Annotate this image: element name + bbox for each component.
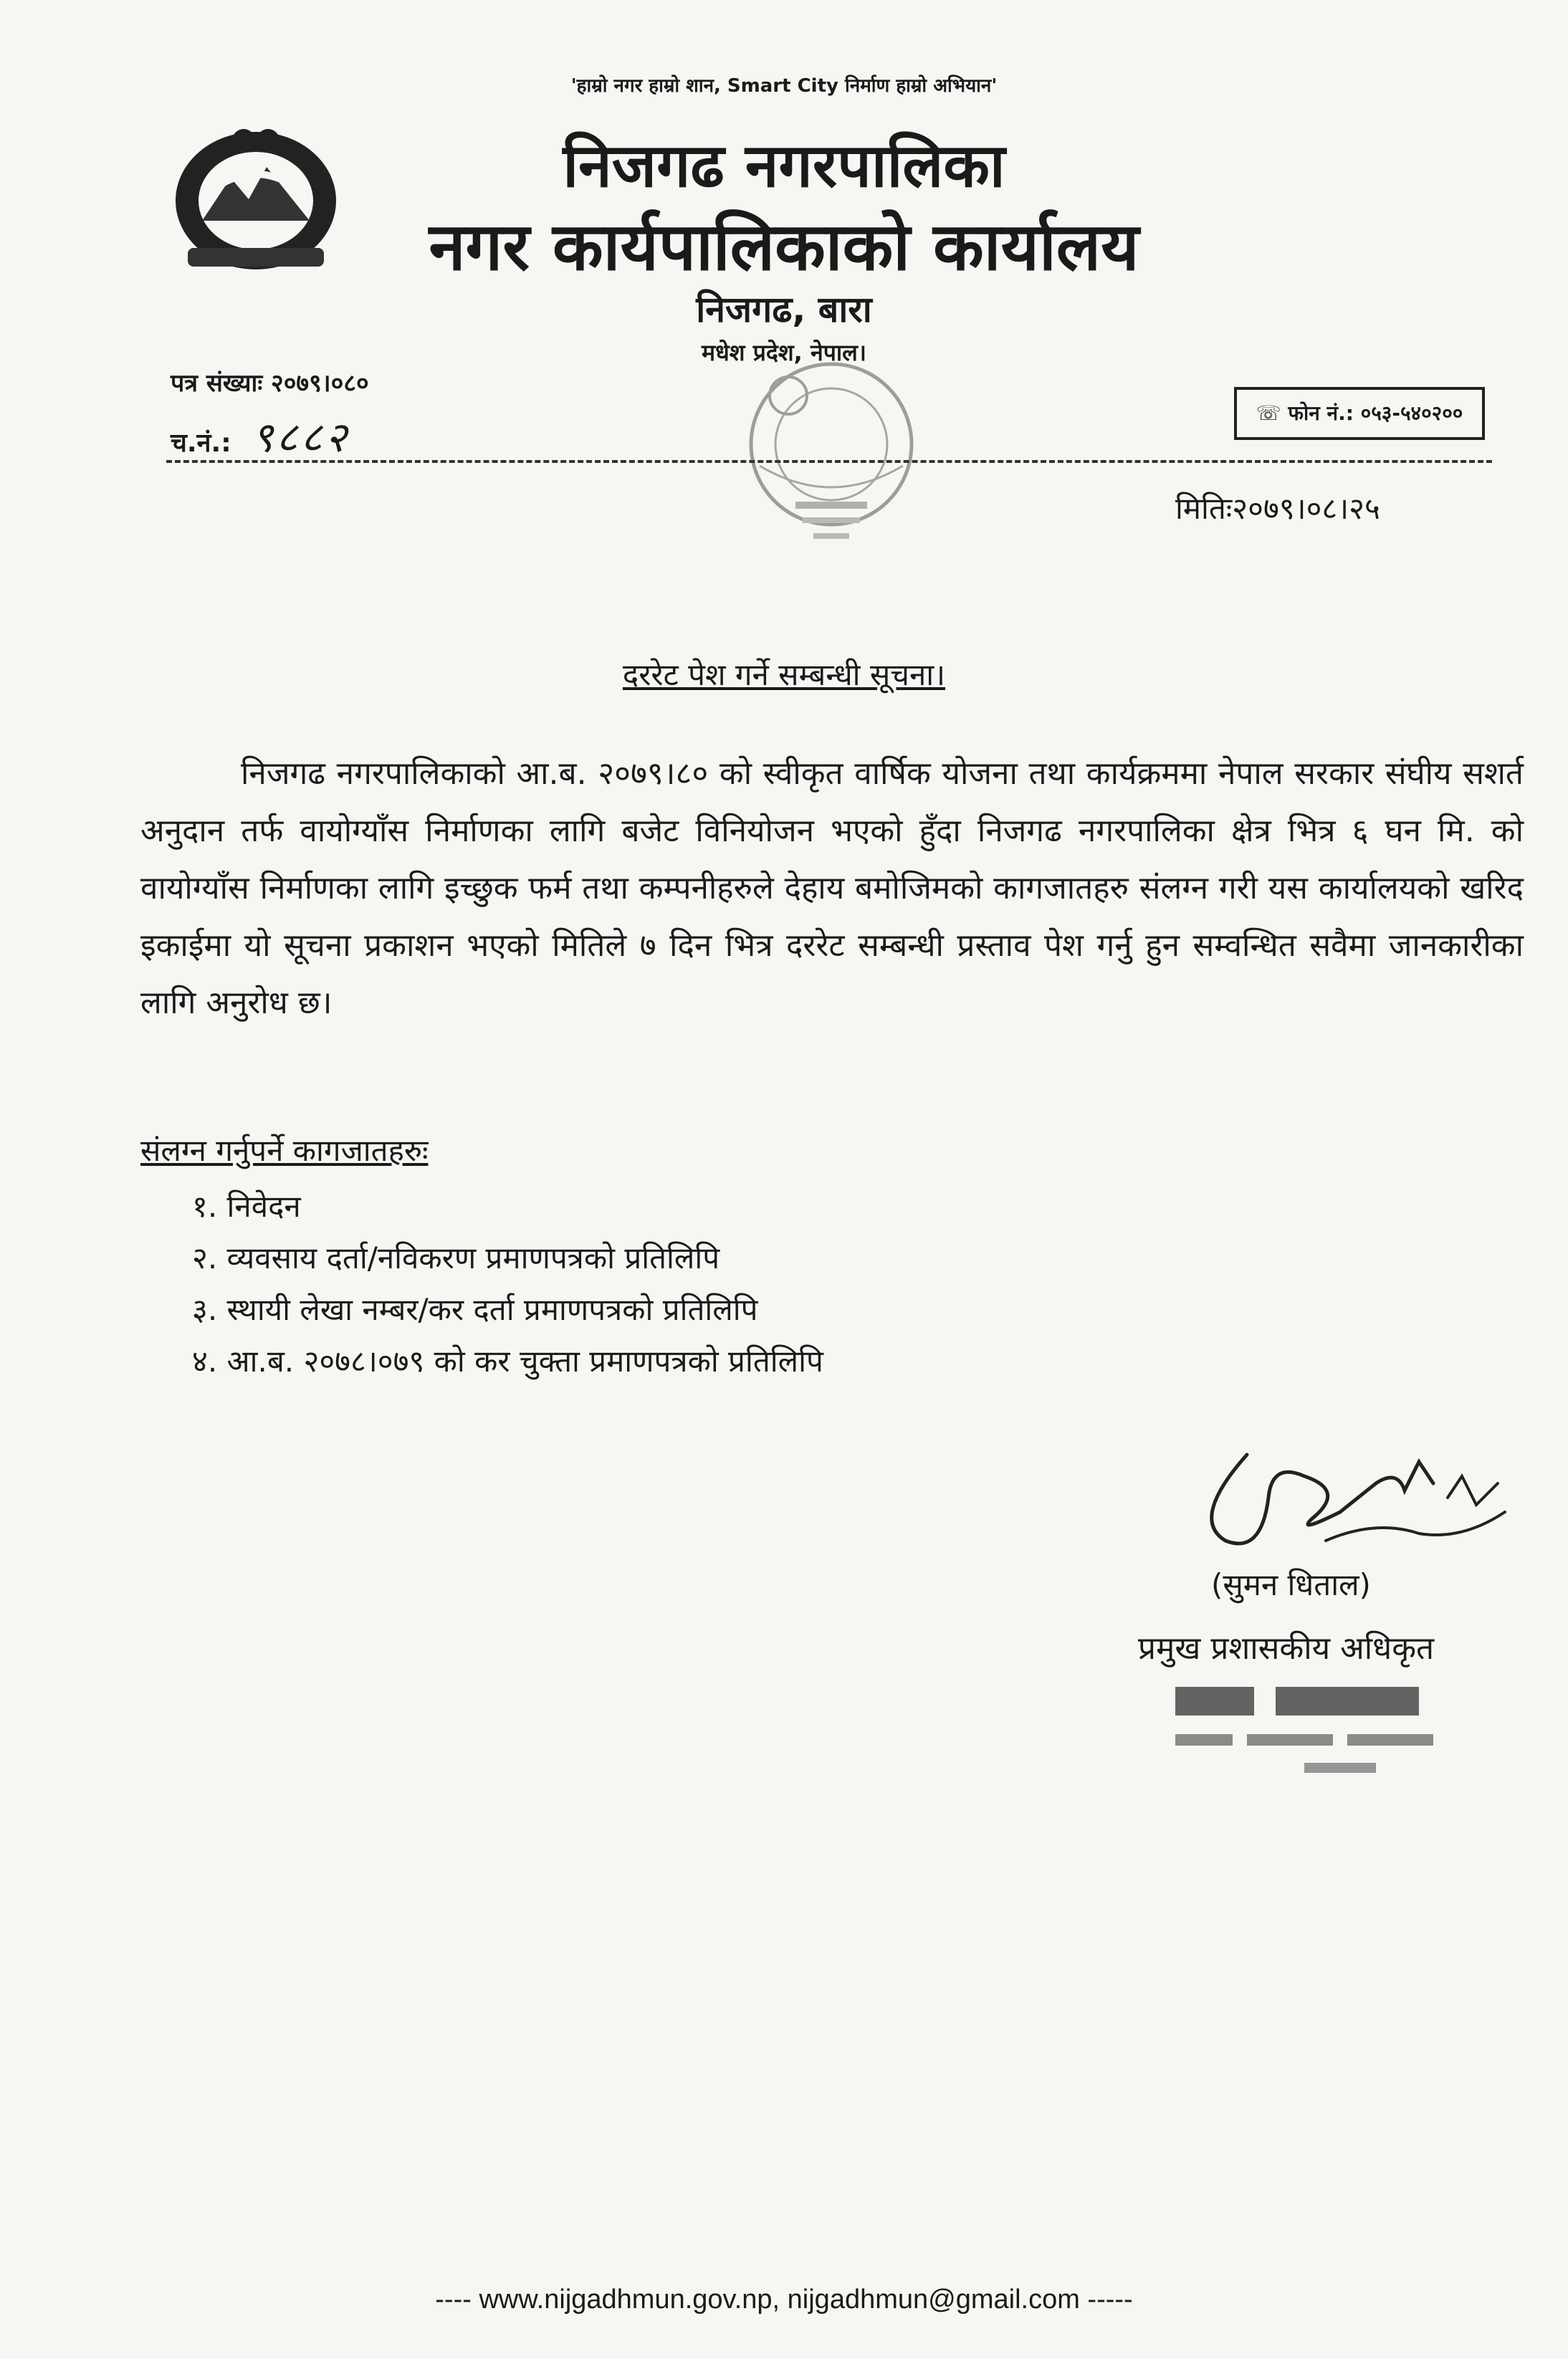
dispatch-number-label: च.नं.: bbox=[171, 429, 231, 458]
attachments-heading: संलग्न गर्नुपर्ने कागजातहरुः bbox=[140, 1133, 429, 1168]
date-label: मितिः bbox=[1175, 491, 1233, 526]
list-item: १. निवेदन bbox=[192, 1189, 301, 1224]
letter-number-label: पत्र संख्याः bbox=[171, 369, 263, 398]
handwritten-signature-icon bbox=[1161, 1433, 1534, 1562]
location-province: मधेश प्रदेश, नेपाल। bbox=[701, 339, 867, 366]
letter-number-value: २०७९।०८० bbox=[271, 369, 369, 398]
notice-subject: दररेट पेश गर्ने सम्बन्धी सूचना। bbox=[622, 657, 946, 692]
attachments-list bbox=[192, 1181, 823, 1387]
date-value: २०७९।०८।२५ bbox=[1232, 491, 1380, 526]
office-name: नगर कार्यपालिकाको कार्यालय bbox=[429, 209, 1139, 285]
org-name: निजगढ नगरपालिका bbox=[563, 130, 1005, 201]
office-round-stamp-icon bbox=[709, 358, 953, 559]
footer-contact: ---- www.nijgadhmun.gov.np, nijgadhmun@gmail.com ----- bbox=[435, 2284, 1133, 2315]
phone-icon: ☏ bbox=[1256, 401, 1281, 425]
dispatch-number-value: ९८८२ bbox=[252, 413, 350, 461]
header-divider bbox=[166, 460, 1492, 463]
date bbox=[1175, 487, 1380, 528]
signer-title: प्रमुख प्रशासकीय अधिकृत bbox=[1138, 1630, 1435, 1667]
list-item: २. व्यवसाय दर्ता/नविकरण प्रमाणपत्रको प्रतिलिपि bbox=[192, 1240, 720, 1276]
notice-body: निजगढ नगरपालिकाको आ.ब. २०७९।८० को स्वीकृत वार्षिक योजना तथा कार्यक्रममा नेपाल सरकार संघीय सशर्त अनुदान तर्फ वायोग्याँस निर्माणका लागि बजेट विनियोजन भएको हुँदा निजगढ नगरपालिका क्षेत्र भित्र ६ घन मि. को वायोग्याँस निर्माणका लागि इच्छुक फर्म तथा कम्पनीहरुले देहाय बमोजिमको कागजातहरु संलग्न गरी यस कार्यालयको खरिद इकाईमा यो सूचना प्रकाशन भएको मितिले ७ दिन भित्र दररेट सम्बन्धी प्रस्ताव पेश गर्नु हुन सम्वन्धित सवैमा जानकारीका लागि अनुरोध छ। bbox=[140, 755, 1524, 1021]
list-item: ४. आ.ब. २०७८।०७९ को कर चुक्ता प्रमाणपत्रको प्रतिलिपि bbox=[192, 1344, 823, 1379]
slogan: 'हाम्रो नगर हाम्रो शान, Smart City निर्माण हाम्रो अभियान' bbox=[570, 75, 998, 97]
location-city: निजगढ, बारा bbox=[696, 289, 872, 330]
name-seal-stamp-icon bbox=[1161, 1677, 1462, 1799]
phone-label: फोन नं.: bbox=[1288, 401, 1354, 425]
phone-value: ०५३-५४०२०० bbox=[1360, 401, 1463, 425]
signer-name: (सुमन धिताल) bbox=[1211, 1567, 1371, 1602]
phone-box bbox=[1234, 387, 1485, 440]
list-item: ३. स्थायी लेखा नम्बर/कर दर्ता प्रमाणपत्रको प्रतिलिपि bbox=[192, 1292, 758, 1327]
dispatch-number bbox=[171, 407, 350, 464]
letter-number bbox=[171, 365, 369, 398]
